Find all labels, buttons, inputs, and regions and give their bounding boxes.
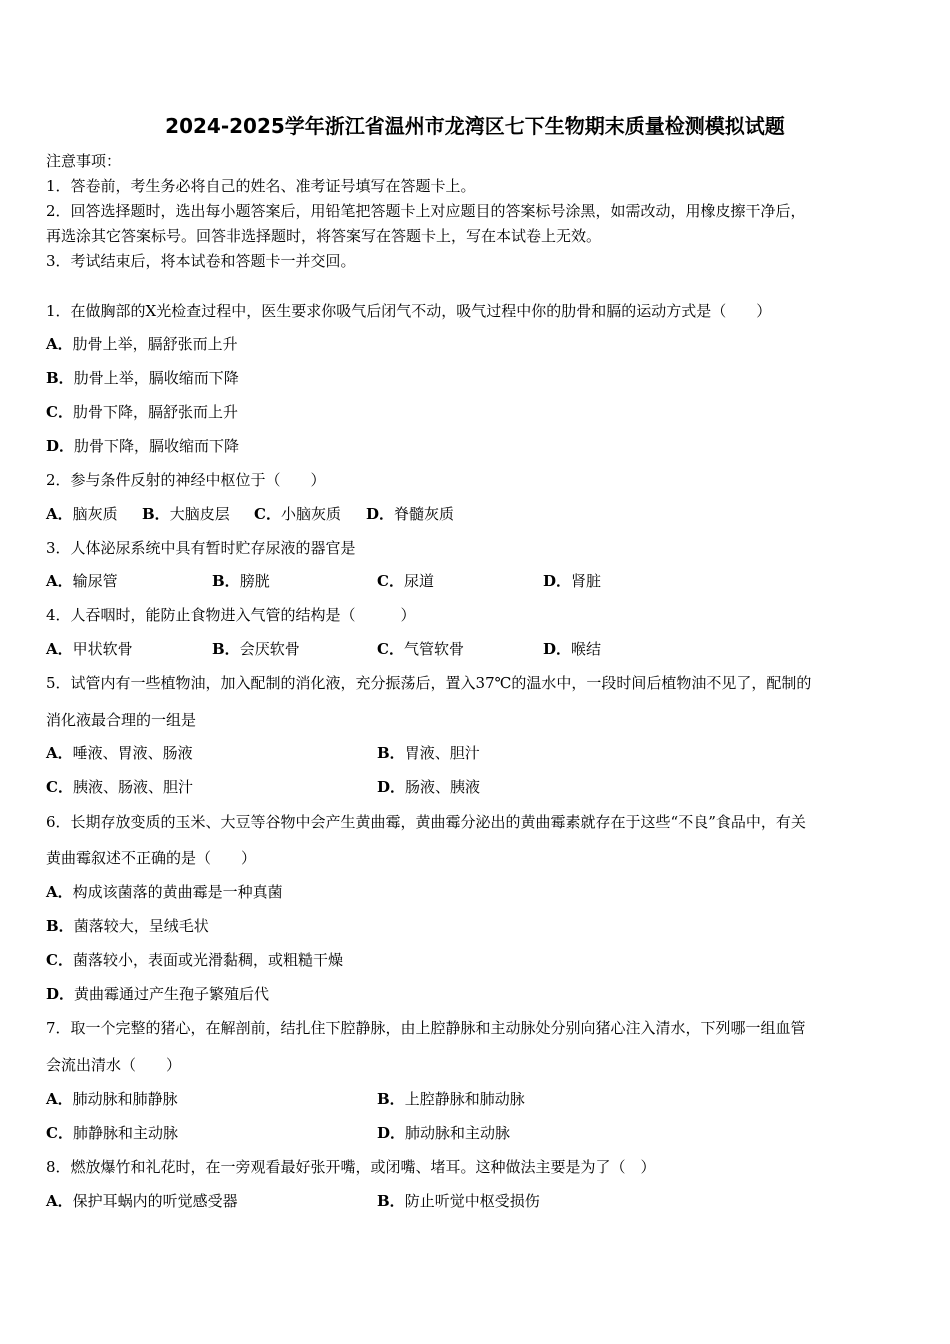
option-letter: B． xyxy=(46,369,74,387)
option-letter: C． xyxy=(254,505,281,523)
option-letter: D． xyxy=(46,437,75,455)
option-letter: C． xyxy=(46,1124,73,1142)
notice-item: 1．答卷前，考生务必将自己的姓名、准考证号填写在答题卡上。 xyxy=(46,177,476,195)
question-option: C．胰液、肠液、胆汁 xyxy=(46,778,193,796)
option-letter: C． xyxy=(377,572,404,590)
question-option: C．尿道 xyxy=(377,572,434,590)
option-letter: B． xyxy=(212,640,240,658)
option-letter: D． xyxy=(366,505,395,523)
option-letter: A． xyxy=(46,505,73,523)
question-option: B．会厌软骨 xyxy=(212,640,300,658)
question-stem: 3．人体泌尿系统中具有暂时贮存尿液的器官是 xyxy=(46,539,356,557)
question-option: A．肺动脉和肺静脉 xyxy=(46,1090,178,1108)
question-option: A．保护耳蜗内的听觉感受器 xyxy=(46,1192,238,1210)
option-letter: A． xyxy=(46,335,73,353)
option-letter: B． xyxy=(142,505,170,523)
question-option: B．胃液、胆汁 xyxy=(377,744,480,762)
question-option: B．上腔静脉和肺动脉 xyxy=(377,1090,525,1108)
option-letter: A． xyxy=(46,1192,73,1210)
question-stem: 黄曲霉叙述不正确的是（ ） xyxy=(46,849,257,867)
question-option: B．大脑皮层 xyxy=(142,505,230,523)
question-stem: 2．参与条件反射的神经中枢位于（ ） xyxy=(46,471,326,489)
question-option: A．甲状软骨 xyxy=(46,640,133,658)
question-option: B．菌落较大，呈绒毛状 xyxy=(46,917,209,935)
option-letter: B． xyxy=(46,917,74,935)
question-stem: 5．试管内有一些植物油，加入配制的消化液，充分振荡后，置入37℃的温水中，一段时间后植物油不见了，配制的 xyxy=(46,674,812,692)
option-letter: A． xyxy=(46,1090,73,1108)
option-letter: B． xyxy=(377,744,405,762)
question-option: D．肋骨下降，膈收缩而下降 xyxy=(46,437,240,455)
question-stem: 消化液最合理的一组是 xyxy=(46,711,197,729)
question-option: A．构成该菌落的黄曲霉是一种真菌 xyxy=(46,883,283,901)
question-option: C．菌落较小，表面或光滑黏稠，或粗糙干燥 xyxy=(46,951,343,969)
question-stem: 4．人吞咽时，能防止食物进入气管的结构是（ ） xyxy=(46,606,416,624)
notice-item: 3．考试结束后，将本试卷和答题卡一并交回。 xyxy=(46,252,356,270)
option-letter: D． xyxy=(543,640,572,658)
question-stem: 6．长期存放变质的玉米、大豆等谷物中会产生黄曲霉，黄曲霉分泌出的黄曲霉素就存在于这些“不良”食品中，有关 xyxy=(46,813,806,831)
question-option: C．肺静脉和主动脉 xyxy=(46,1124,178,1142)
notice-item: 2．回答选择题时，选出每小题答案后，用铅笔把答题卡上对应题目的答案标号涂黑，如需改动，用橡皮擦干净后， xyxy=(46,202,806,220)
question-stem: 7．取一个完整的猪心，在解剖前，结扎住下腔静脉，由上腔静脉和主动脉处分别向猪心注入清水，下列哪一组血管 xyxy=(46,1019,806,1037)
option-letter: D． xyxy=(377,778,406,796)
question-option: A．输尿管 xyxy=(46,572,118,590)
question-option: B．膀胱 xyxy=(212,572,270,590)
option-letter: C． xyxy=(46,778,73,796)
question-option: A．肋骨上举，膈舒张而上升 xyxy=(46,335,238,353)
option-letter: C． xyxy=(46,403,73,421)
question-stem: 1．在做胸部的X光检查过程中，医生要求你吸气后闭气不动，吸气过程中你的肋骨和膈的运动方式是（ ） xyxy=(46,302,772,320)
question-option: A．脑灰质 xyxy=(46,505,118,523)
question-option: C．肋骨下降，膈舒张而上升 xyxy=(46,403,238,421)
notice-item: 再选涂其它答案标号。回答非选择题时，将答案写在答题卡上，写在本试卷上无效。 xyxy=(46,227,602,245)
question-option: D．肠液、胰液 xyxy=(377,778,481,796)
option-letter: D． xyxy=(46,985,75,1003)
question-option: D．脊髓灰质 xyxy=(366,505,455,523)
option-letter: A． xyxy=(46,883,73,901)
option-letter: B． xyxy=(377,1192,405,1210)
option-letter: D． xyxy=(377,1124,406,1142)
notice-heading: 注意事项： xyxy=(46,152,122,170)
question-option: D．肾脏 xyxy=(543,572,602,590)
option-letter: D． xyxy=(543,572,572,590)
question-option: D．肺动脉和主动脉 xyxy=(377,1124,511,1142)
page-title: 2024-2025学年浙江省温州市龙湾区七下生物期末质量检测模拟试题 xyxy=(165,114,785,138)
option-letter: C． xyxy=(377,640,404,658)
question-option: B．防止听觉中枢受损伤 xyxy=(377,1192,540,1210)
option-letter: A． xyxy=(46,640,73,658)
option-letter: A． xyxy=(46,572,73,590)
question-option: D．喉结 xyxy=(543,640,602,658)
option-letter: C． xyxy=(46,951,73,969)
question-option: B．肋骨上举，膈收缩而下降 xyxy=(46,369,239,387)
question-stem: 会流出清水（ ） xyxy=(46,1056,182,1074)
question-stem: 8．燃放爆竹和礼花时，在一旁观看最好张开嘴，或闭嘴、堵耳。这种做法主要是为了（ ） xyxy=(46,1158,656,1176)
option-letter: B． xyxy=(212,572,240,590)
question-option: C．气管软骨 xyxy=(377,640,464,658)
option-letter: B． xyxy=(377,1090,405,1108)
option-letter: A． xyxy=(46,744,73,762)
question-option: A．唾液、胃液、肠液 xyxy=(46,744,193,762)
question-option: C．小脑灰质 xyxy=(254,505,341,523)
question-option: D．黄曲霉通过产生孢子繁殖后代 xyxy=(46,985,270,1003)
